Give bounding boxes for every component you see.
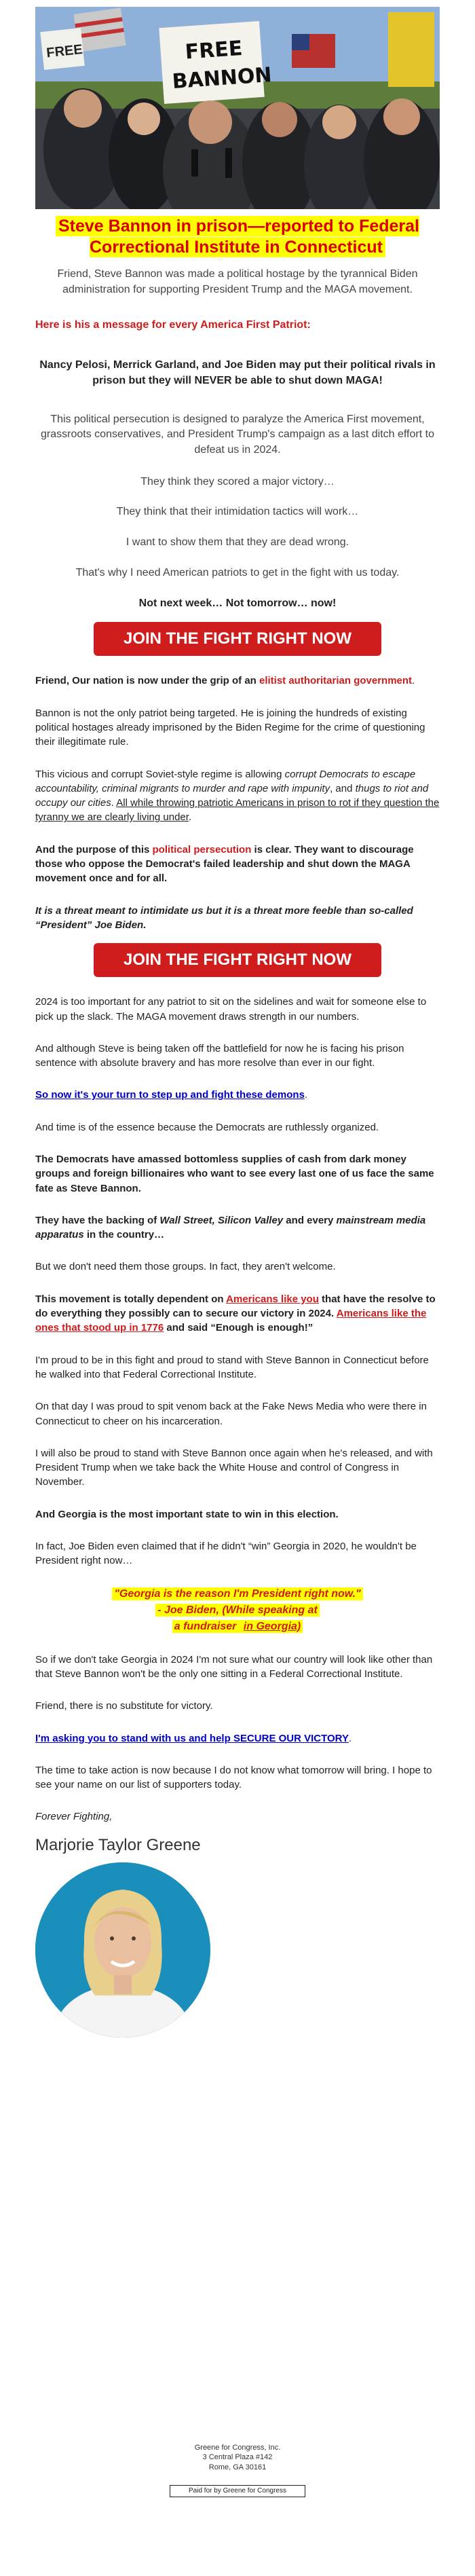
step-up-link[interactable]: So now it's your turn to step up and fight these demons (35, 1089, 305, 1101)
paid-for-disclaimer: Paid for by Greene for Congress (170, 2485, 305, 2497)
p13-highlight-1: Americans like you (226, 1293, 319, 1305)
footer (0, 2443, 475, 2472)
p11-end: in the country… (83, 1229, 165, 1241)
cta-container-2 (35, 943, 440, 977)
body-paragraph-12: But we don't need them those groups. In fact, they aren't welcome. (35, 1261, 336, 1273)
intimidation-statement: They think that their intimidation tactics will work… (116, 506, 359, 518)
intro-paragraph: Friend, Steve Bannon was made a political hostage by the tyrannical Biden administration for supporting President Trump and the MAGA movement. (57, 268, 418, 295)
now-statement: Not next week… Not tomorrow… now! (138, 597, 337, 609)
body-paragraph-3 (35, 767, 440, 825)
sign-line-2: BANNON (171, 62, 273, 94)
p8-end: . (304, 1089, 308, 1101)
body-paragraph-8 (35, 1088, 440, 1102)
rally-photo (35, 7, 440, 209)
p11-join: and every (283, 1214, 337, 1226)
signature-name: Marjorie Taylor Greene (35, 1835, 201, 1854)
p3-join: , and (330, 782, 356, 794)
p3-sep: . (111, 797, 117, 809)
p21-text: I'm asking you to stand with us and help (35, 1732, 233, 1744)
need-patriots-statement: That's why I need American patriots to get in the fight with us today. (75, 566, 400, 578)
body-paragraph-11 (35, 1213, 440, 1243)
body-paragraph-1 (35, 674, 440, 688)
p13-end: and said “Enough is enough!” (164, 1322, 314, 1334)
body-paragraph-22: The time to take action is now because I do not know what tomorrow will bring. I hope to see your name on our list of supporters today. (35, 1764, 432, 1791)
body-paragraph-4 (35, 843, 440, 886)
body-paragraph-10: The Democrats have amassed bottomless supplies of cash from dark money groups and foreign billionaires who want to see every last one of us face the same fate as Steve Bannon. (35, 1153, 434, 1194)
body-paragraph-9: And time is of the essence because the Democrats are ruthlessly organized. (35, 1121, 379, 1133)
p4-rest: is clear. They want to discourage those who oppose the Democrat's failed leadership and shut down the MAGA movement once and for all. (35, 843, 414, 885)
join-fight-button-2[interactable]: JOIN THE FIGHT RIGHT NOW (94, 943, 381, 977)
p11-italic-2: mainstream media apparatus (35, 1214, 426, 1241)
footer-address-line-1: 3 Central Plaza #142 (202, 2453, 273, 2462)
body-paragraph-17: And Georgia is the most important state to win in this election. (35, 1508, 339, 1520)
join-fight-button-1[interactable]: JOIN THE FIGHT RIGHT NOW (94, 622, 381, 656)
p11-text: They have the backing of (35, 1214, 160, 1226)
p1-text: Friend, Our nation is now under the grip of an (35, 675, 259, 687)
portrait-illustration (35, 1862, 210, 2038)
p3-text: This vicious and corrupt Soviet-style regime is allowing (35, 768, 285, 780)
persecution-statement: This political persecution is designed to paralyze the America First movement, grassroots conservatives, and President Trump's campaign as a last ditch effort to defeat us in 2024. (41, 413, 434, 456)
quote-line-2: - Joe Biden, (While speaking at (155, 1604, 320, 1617)
sign-line-1: FREE (184, 36, 244, 65)
footer-address-line-2: Rome, GA 30161 (208, 2463, 267, 2471)
rivals-statement: Nancy Pelosi, Merrick Garland, and Joe Biden may put their political rivals in prison but they will NEVER be able to shut down MAGA! (39, 359, 436, 386)
dead-wrong-statement: I want to show them that they are dead wrong. (126, 536, 349, 549)
rally-photo-illustration (35, 7, 440, 209)
body-paragraph-19: So if we don't take Georgia in 2024 I'm not sure what our country will look like other than that Steve Bannon won't be the only one sitting in a Federal Correctional Institute. (35, 1653, 433, 1680)
footer-org: Greene for Congress, Inc. (194, 2444, 281, 2452)
p13-highlight-2: Americans like the ones that stood up in 1776 (35, 1308, 427, 1334)
p3-italic-1: corrupt Democrats to escape accountability, criminal migrants to murder and rape with impunity (35, 768, 416, 794)
free-sign: FREE (45, 41, 83, 61)
body-paragraph-2: Bannon is not the only patriot being targeted. He is joining the hundreds of existing political hostages already imprisoned by the Biden Regime for the crime of questioning their illegitimate rule. (35, 707, 425, 748)
portrait-photo (35, 1862, 210, 2038)
victory-statement: They think they scored a major victory… (140, 475, 335, 487)
body-paragraph-13 (35, 1292, 440, 1336)
p21-end: . (348, 1732, 352, 1744)
body-paragraph-7: And although Steve is being taken off the battlefield for now he is facing his prison sentence with absolute bravery and has more resolve than ever in our fight. (35, 1042, 404, 1069)
closing-line: Forever Fighting, (35, 1811, 113, 1823)
p3-italic-2: thugs to riot and occupy our cities (35, 782, 429, 809)
quote-line-1: "Georgia is the reason I'm President right now." (112, 1587, 362, 1600)
p13-text: This movement is totally dependent on (35, 1293, 227, 1305)
p4-text: And the purpose of this (35, 843, 153, 855)
quote-line-3b: in Georgia) (242, 1620, 303, 1633)
email-body (35, 216, 440, 2058)
p3-underline: All while throwing patriotic Americans in prison to rot if they question the tyranny we are clearly living under (35, 797, 440, 824)
p1-highlight: elitist authoritarian government (259, 675, 413, 687)
p4-highlight: political persecution (152, 843, 252, 855)
message-intro: Here is his a message for every America First Patriot: (35, 319, 311, 331)
body-paragraph-18: In fact, Joe Biden even claimed that if he didn't “win” Georgia in 2020, he wouldn't be President right now… (35, 1541, 417, 1567)
p3-end: . (188, 811, 192, 824)
stand-with-us-link[interactable] (35, 1733, 349, 1744)
headline-text: Steve Bannon in prison—reported to Federal Correctional Institute in Connecticut (56, 216, 419, 257)
quote-line-3a: a fundraiser (172, 1620, 242, 1633)
body-paragraph-21 (35, 1731, 440, 1746)
body-paragraph-14: I'm proud to be in this fight and proud to stand with Steve Bannon in Connecticut before he walked into that Federal Correctional Institute. (35, 1354, 429, 1380)
body-paragraph-16: I will also be proud to stand with Steve Bannon once again when he's released, and with President Trump when we take back the White House and control of Congress in November. (35, 1447, 433, 1488)
page-title (35, 216, 440, 257)
p1-end: . (412, 675, 415, 687)
body-paragraph-6: 2024 is too important for any patriot to sit on the sidelines and wait for someone else to pick up the slack. The MAGA movement draws strength in our numbers. (35, 996, 427, 1023)
biden-quote (35, 1586, 440, 1635)
p13-mid: that have the resolve to do everything they possibly can to secure our victory in 2024. (35, 1293, 436, 1320)
body-paragraph-15: On that day I was proud to spit venom back at the Fake News Media who were there in Connecticut to cheer on his incarceration. (35, 1401, 427, 1427)
p11-italic-1: Wall Street, Silicon Valley (159, 1214, 284, 1226)
secure-victory-text: SECURE OUR VICTORY (233, 1732, 349, 1744)
body-paragraph-5: It is a threat meant to intimidate us but it is a threat more feeble than so-called “President” Joe Biden. (35, 904, 413, 931)
cta-container-1 (35, 622, 440, 656)
body-paragraph-20: Friend, there is no substitute for victory. (35, 1700, 213, 1712)
